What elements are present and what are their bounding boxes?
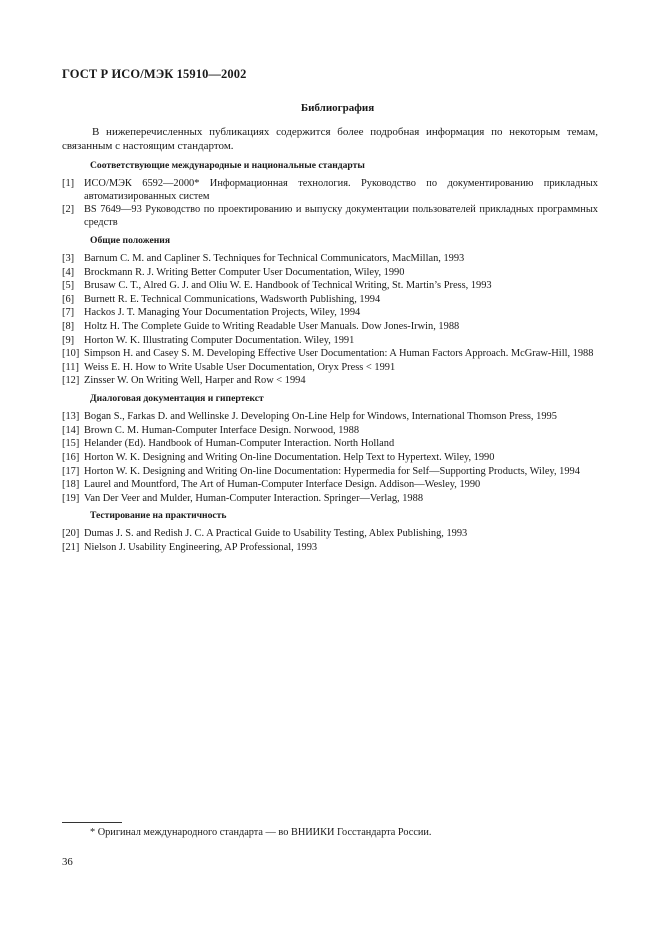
reference-text: Laurel and Mountford, The Art of Human-Computer Interface Design. Addison—Wesley, 1990 (84, 479, 481, 491)
reference-item (62, 321, 598, 334)
reference-number: [18] (62, 479, 80, 491)
reference-number: [3] (62, 252, 75, 264)
reference-text: Dumas J. S. and Redish J. C. A Practical Guide to Usability Testing, Ablex Publishing, 1993 (84, 528, 468, 540)
page-number: 36 (62, 856, 73, 868)
section-usability-testing (62, 510, 598, 554)
reference-item (62, 493, 598, 506)
footnote-divider (62, 822, 122, 823)
reference-text: Helander (Ed). Handbook of Human-Computer Interaction. North Holland (84, 438, 395, 450)
reference-number: [21] (62, 542, 80, 554)
reference-item (62, 307, 598, 320)
reference-item (62, 294, 598, 307)
reference-number: [1] (62, 178, 75, 189)
section-heading: Общие положения (90, 234, 171, 246)
reference-text: BS 7649—93 Руководство по проектированию и выпуску документации пользователей прикладных программных средств (84, 204, 598, 229)
reference-text: ИСО/МЭК 6592—2000* Информационная технология. Руководство по документированию прикладных автоматизированных систем (84, 178, 598, 202)
reference-number: [10] (62, 348, 80, 360)
reference-number: [16] (62, 451, 80, 463)
section-online-hypertext (62, 393, 598, 505)
section-standards (62, 160, 598, 230)
reference-text: Brusaw C. T., Alred G. J. and Oliu W. E. Handbook of Technical Writing, St. Martin’s Press, 1993 (84, 280, 492, 292)
reference-number: [2] (62, 204, 75, 216)
footnote: * Оригинал международного стандарта — во ВНИИКИ Госстандарта России. (90, 827, 432, 838)
reference-text: Horton W. K. Designing and Writing On-line Documentation: Hypermedia for Self—Supporting Products, Wiley, 1994 (84, 465, 580, 477)
standard-header: ГОСТ Р ИСО/МЭК 15910—2002 (62, 67, 247, 81)
page-title: Библиография (300, 102, 375, 114)
reference-item (62, 375, 598, 388)
reference-number: [8] (62, 320, 75, 332)
reference-item (62, 452, 598, 465)
reference-text: Barnum C. M. and Capliner S. Techniques for Technical Communicators, MacMillan, 1993 (84, 252, 465, 264)
intro-paragraph: В нижеперечисленных публикациях содержится более подробная информация по некоторым темам, связанным с настоящим стандартом. (62, 126, 598, 152)
reference-number: [17] (62, 465, 80, 477)
reference-number: [7] (62, 307, 75, 319)
reference-text: Burnett R. E. Technical Communications, Wadsworth Publishing, 1994 (84, 293, 381, 305)
reference-number: [6] (62, 293, 75, 305)
reference-item (62, 542, 598, 555)
reference-number: [5] (62, 280, 75, 292)
section-general (62, 235, 598, 388)
reference-number: [13] (62, 411, 80, 423)
reference-text: Hackos J. T. Managing Your Documentation Projects, Wiley, 1994 (84, 307, 361, 319)
reference-text: Bogan S., Farkas D. and Wellinske J. Developing On-Line Help for Windows, International Thomson Press, 1995 (84, 411, 557, 423)
reference-item (62, 253, 598, 266)
reference-text: Nielson J. Usability Engineering, AP Professional, 1993 (84, 542, 318, 554)
reference-text: Brockmann R. J. Writing Better Computer User Documentation, Wiley, 1990 (84, 266, 405, 278)
reference-text: Brown C. M. Human-Computer Interface Design. Norwood, 1988 (84, 424, 360, 436)
reference-item (62, 362, 598, 375)
reference-text: Zinsser W. On Writing Well, Harper and Row < 1994 (84, 375, 306, 387)
reference-number: [19] (62, 492, 80, 504)
reference-text: Horton W. K. Designing and Writing On-line Documentation. Help Text to Hypertext. Wiley, 1990 (84, 451, 495, 463)
reference-item (62, 425, 598, 438)
section-heading: Тестирование на практичность (90, 510, 227, 522)
reference-text: Holtz H. The Complete Guide to Writing Readable User Manuals. Dow Jones-Irwin, 1988 (84, 320, 460, 332)
reference-text: Horton W. K. Illustrating Computer Documentation. Wiley, 1991 (84, 334, 355, 346)
reference-text: Van Der Veer and Mulder, Human-Computer Interaction. Springer—Verlag, 1988 (84, 492, 424, 504)
reference-item (62, 479, 598, 492)
reference-item (62, 411, 598, 424)
section-heading: Диалоговая документация и гипертекст (90, 393, 264, 405)
reference-number: [15] (62, 438, 80, 450)
reference-number: [11] (62, 361, 79, 373)
reference-item (62, 335, 598, 348)
reference-item (62, 528, 598, 541)
reference-item (62, 438, 598, 451)
reference-text: Simpson H. and Casey S. M. Developing Effective User Documentation: A Human Factors Approach. McGraw-Hill, 1988 (84, 348, 594, 360)
reference-item (62, 204, 598, 230)
reference-number: [12] (62, 375, 80, 387)
reference-item (62, 280, 598, 293)
reference-item (62, 267, 598, 280)
reference-number: [4] (62, 266, 75, 278)
reference-number: [14] (62, 424, 80, 436)
reference-item (62, 178, 598, 204)
reference-text: Weiss E. H. How to Write Usable User Documentation, Oryx Press < 1991 (84, 361, 396, 373)
reference-number: [20] (62, 528, 80, 540)
reference-number: [9] (62, 334, 75, 346)
section-heading: Соответствующие международные и национальные стандарты (90, 160, 365, 171)
reference-item (62, 466, 598, 479)
bibliography (62, 160, 598, 560)
reference-item (62, 348, 598, 361)
